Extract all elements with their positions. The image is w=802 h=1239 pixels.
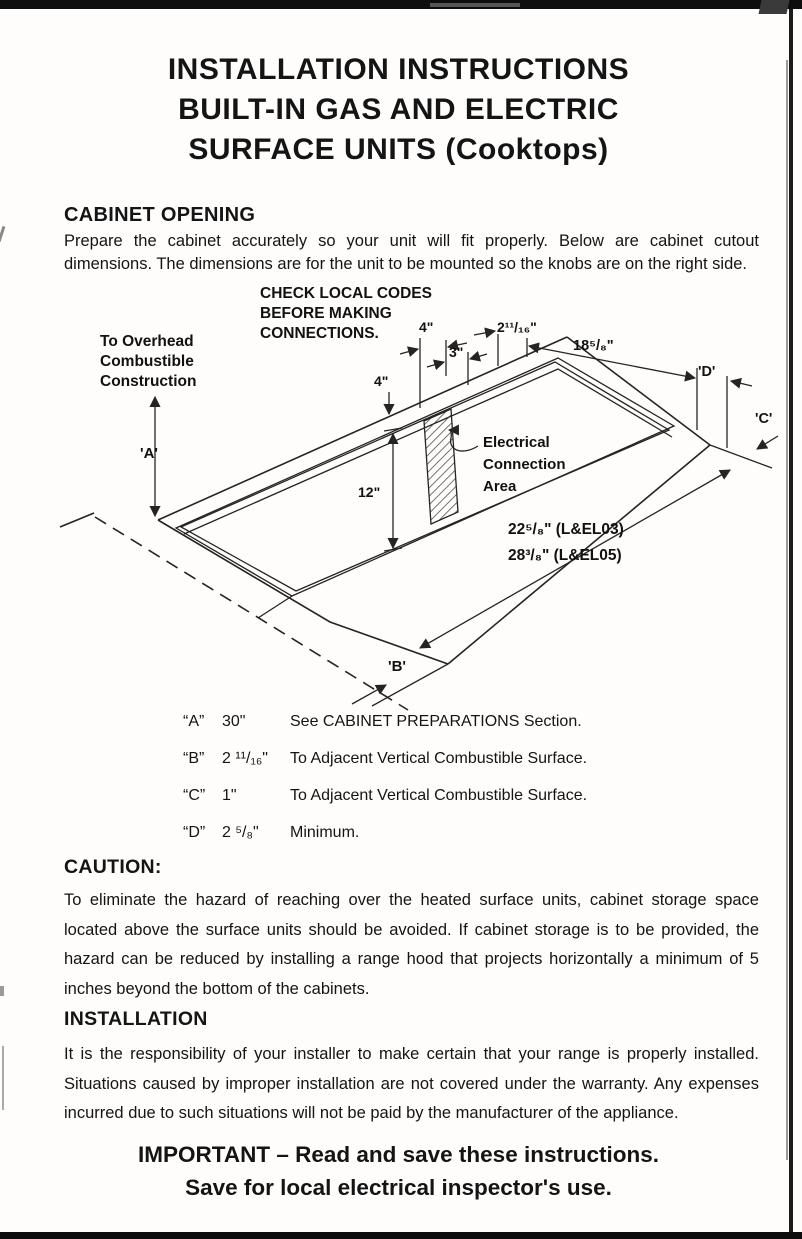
scan-top-edge [0,0,802,9]
dim-table-row-b [183,750,587,768]
dim-value: 30" [222,713,246,730]
dim-table-row-a [183,713,582,731]
title-line-1: INSTALLATION INSTRUCTIONS [167,53,630,86]
dim-desc: To Adjacent Vertical Combustible Surface. [290,750,588,767]
dim-value: 2 ⁵/₈" [222,824,259,841]
caution-heading: CAUTION: [64,856,162,878]
dim-desc: See CABINET PREPARATIONS Section. [290,713,582,730]
diagram-note-line-1: CHECK LOCAL CODES [260,285,432,302]
cabinet-opening-paragraph: Prepare the cabinet accurately so your unit will fit properly. Below are cabinet cutout dimensions. The dimensions are for the unit to be mounted so the knobs are on the right side. [64,232,759,273]
dim-label-4-left: 4" [374,373,389,389]
diagram-note-line-3: CONNECTIONS. [260,325,379,342]
dim-letter: “C” [183,787,206,804]
important-line-2: Save for local electrical inspector's use. [185,1175,612,1200]
scan-left-mark [0,986,4,996]
countertop-outline [60,337,772,710]
important-notice [55,1138,742,1204]
dim-table-row-c [183,787,587,805]
electrical-connection-hatch-area [424,409,458,524]
cutout-size-l03: 22⁵/₈" (L&EL03) [508,521,624,538]
dim-label-b: 'B' [388,658,406,675]
overhead-label-line-2: Combustible [100,353,194,370]
dim-letter: “A” [183,713,205,730]
dim-value: 1" [222,787,237,804]
overhead-label-line-1: To Overhead [100,333,194,350]
dim-label-d: 'D' [698,364,716,380]
dim-desc: To Adjacent Vertical Combustible Surface. [290,787,588,804]
cabinet-cutout-diagram [0,280,802,716]
title-line-2: BUILT-IN GAS AND ELECTRIC [178,93,619,126]
dim-label-c: 'C' [755,411,773,427]
dim-label-18-5-8: 18⁵/₈" [573,338,614,354]
scan-left-mark [2,1046,4,1110]
dim-label-4-top: 4" [419,319,434,335]
document-title [55,50,742,170]
dim-label-3: 3" [449,344,464,360]
scan-corner-artifact [759,0,790,14]
overhead-label-line-3: Construction [100,373,197,390]
dim-label-12: 12" [358,484,381,500]
electrical-label-line-1: Electrical [483,434,550,451]
dim-table-row-d [183,824,359,842]
electrical-label-line-2: Connection [483,456,566,473]
dim-label-2-11-16: 2¹¹/₁₆" [497,319,537,335]
dim-letter: “B” [183,750,205,767]
important-line-1: IMPORTANT – Read and save these instructions. [138,1142,659,1167]
dim-desc: Minimum. [290,824,360,841]
scan-left-mark [0,226,5,242]
electrical-label-line-3: Area [483,478,517,495]
dim-value: 2 ¹¹/₁₆" [222,750,268,767]
cabinet-opening-heading: CABINET OPENING [64,204,256,226]
diagram-note-line-2: BEFORE MAKING [260,305,392,322]
title-line-3: SURFACE UNITS (Cooktops) [188,133,609,166]
dim-label-a: 'A' [140,445,158,462]
installation-paragraph: It is the responsibility of your installer to make certain that your range is properly installed. Situations caused by improper installation are not covered under the warranty. Any expenses incurred due to such situations will not be paid by the manufacturer of the appliance. [64,1045,759,1122]
installation-heading: INSTALLATION [64,1008,208,1030]
cutout-size-l05: 28³/₈" (L&EL05) [508,547,622,564]
scan-bottom-edge [0,1232,802,1239]
dim-letter: “D” [183,824,206,841]
caution-paragraph: To eliminate the hazard of reaching over the heated surface units, cabinet storage space located above the surface units should be avoided. If cabinet storage is to be provided, the hazard can be reduced by installing a range hood that projects horizontally a minimum of 5 inches beyond the bottom of the cabinets. [64,891,759,998]
